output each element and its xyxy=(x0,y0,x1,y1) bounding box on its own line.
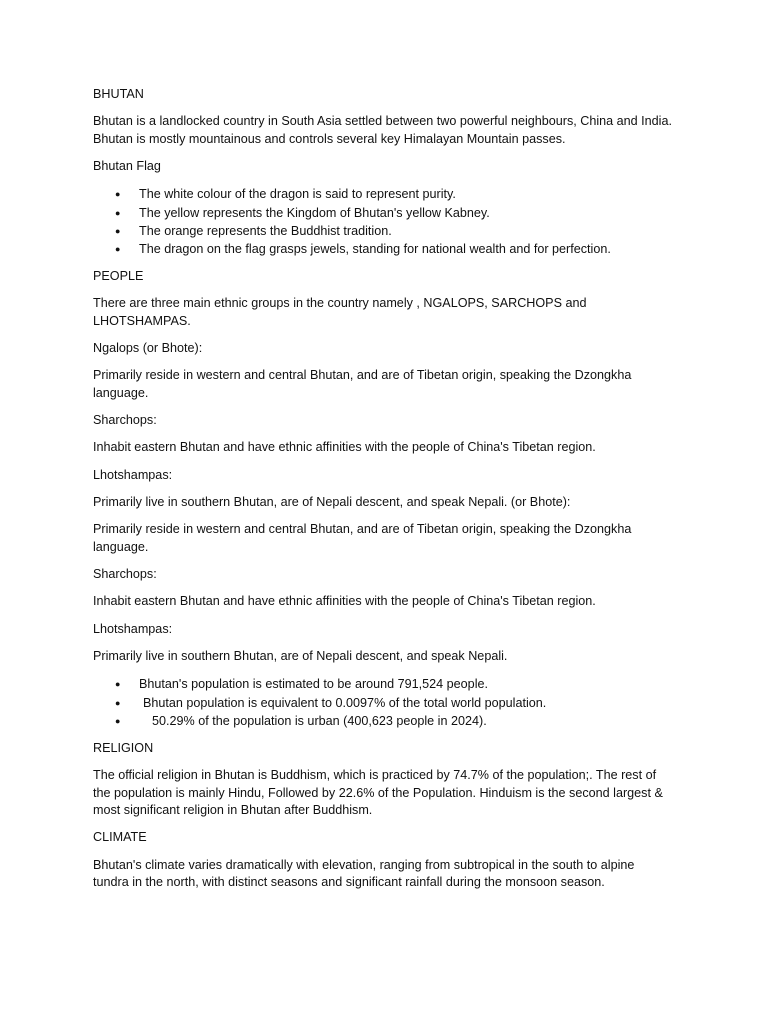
lhotshampas-heading: Lhotshampas: xyxy=(93,467,173,482)
ngalops-paragraph: Primarily reside in western and central Bhutan, and are of Tibetan origin, speaking the Dzongkha language. xyxy=(93,368,632,400)
sharchops-heading: Sharchops: xyxy=(93,413,157,428)
ngalops-paragraph-repeat: Primarily reside in western and central Bhutan, and are of Tibetan origin, speaking the Dzongkha language. xyxy=(93,522,632,554)
climate-heading: CLIMATE xyxy=(93,830,147,845)
lhotshampas-paragraph: Primarily live in southern Bhutan, are of Nepali descent, and speak Nepali. (or Bhote): xyxy=(93,495,571,510)
lhotshampas-paragraph-repeat: Primarily live in southern Bhutan, are of Nepali descent, and speak Nepali. xyxy=(93,649,508,664)
intro-paragraph: Bhutan is a landlocked country in South Asia settled between two powerful neighbours, China and India. Bhutan is mostly mountainous and controls several key Himalayan Mountain passes. xyxy=(93,114,672,146)
population-bullet-list xyxy=(93,675,673,730)
list-item: ● The orange represents the Buddhist tradition. xyxy=(93,222,673,240)
flag-heading: Bhutan Flag xyxy=(93,159,161,174)
lhotshampas-heading-repeat: Lhotshampas: xyxy=(93,621,173,636)
list-item: ● Bhutan population is equivalent to 0.0097% of the total world population. xyxy=(93,694,673,712)
list-item: ● The yellow represents the Kingdom of Bhutan's yellow Kabney. xyxy=(93,204,673,222)
ngalops-heading: Ngalops (or Bhote): xyxy=(93,341,203,356)
climate-paragraph: Bhutan's climate varies dramatically with elevation, ranging from subtropical in the south to alpine tundra in the north, with distinct seasons and significant rainfall during the monsoon season. xyxy=(93,857,635,890)
list-item: ● 50.29% of the population is urban (400,623 people in 2024). xyxy=(93,712,673,730)
people-heading: PEOPLE xyxy=(93,269,144,283)
document-title: BHUTAN xyxy=(93,87,144,101)
sharchops-heading-repeat: Sharchops: xyxy=(93,567,157,582)
document-body xyxy=(93,86,673,901)
list-item: ● The white colour of the dragon is said to represent purity. xyxy=(93,185,673,203)
people-intro-paragraph: There are three main ethnic groups in the country namely , NGALOPS, SARCHOPS and LHOTSHAMPAS. xyxy=(93,296,587,328)
sharchops-paragraph: Inhabit eastern Bhutan and have ethnic affinities with the people of China's Tibetan region. xyxy=(93,440,596,455)
flag-bullet-list xyxy=(93,185,673,258)
list-item: ● The dragon on the flag grasps jewels, standing for national wealth and for perfection. xyxy=(93,240,673,258)
sharchops-paragraph-repeat: Inhabit eastern Bhutan and have ethnic affinities with the people of China's Tibetan region. xyxy=(93,594,596,609)
list-item: ● Bhutan's population is estimated to be around 791,524 people. xyxy=(93,675,673,693)
religion-heading: RELIGION xyxy=(93,740,154,755)
religion-paragraph: The official religion in Bhutan is Buddhism, which is practiced by 74.7% of the population;. The rest of the population is mainly Hindu, Followed by 22.6% of the Population. Hinduism is the second largest & most significant religion in Bhutan after Buddhism. xyxy=(93,768,663,818)
